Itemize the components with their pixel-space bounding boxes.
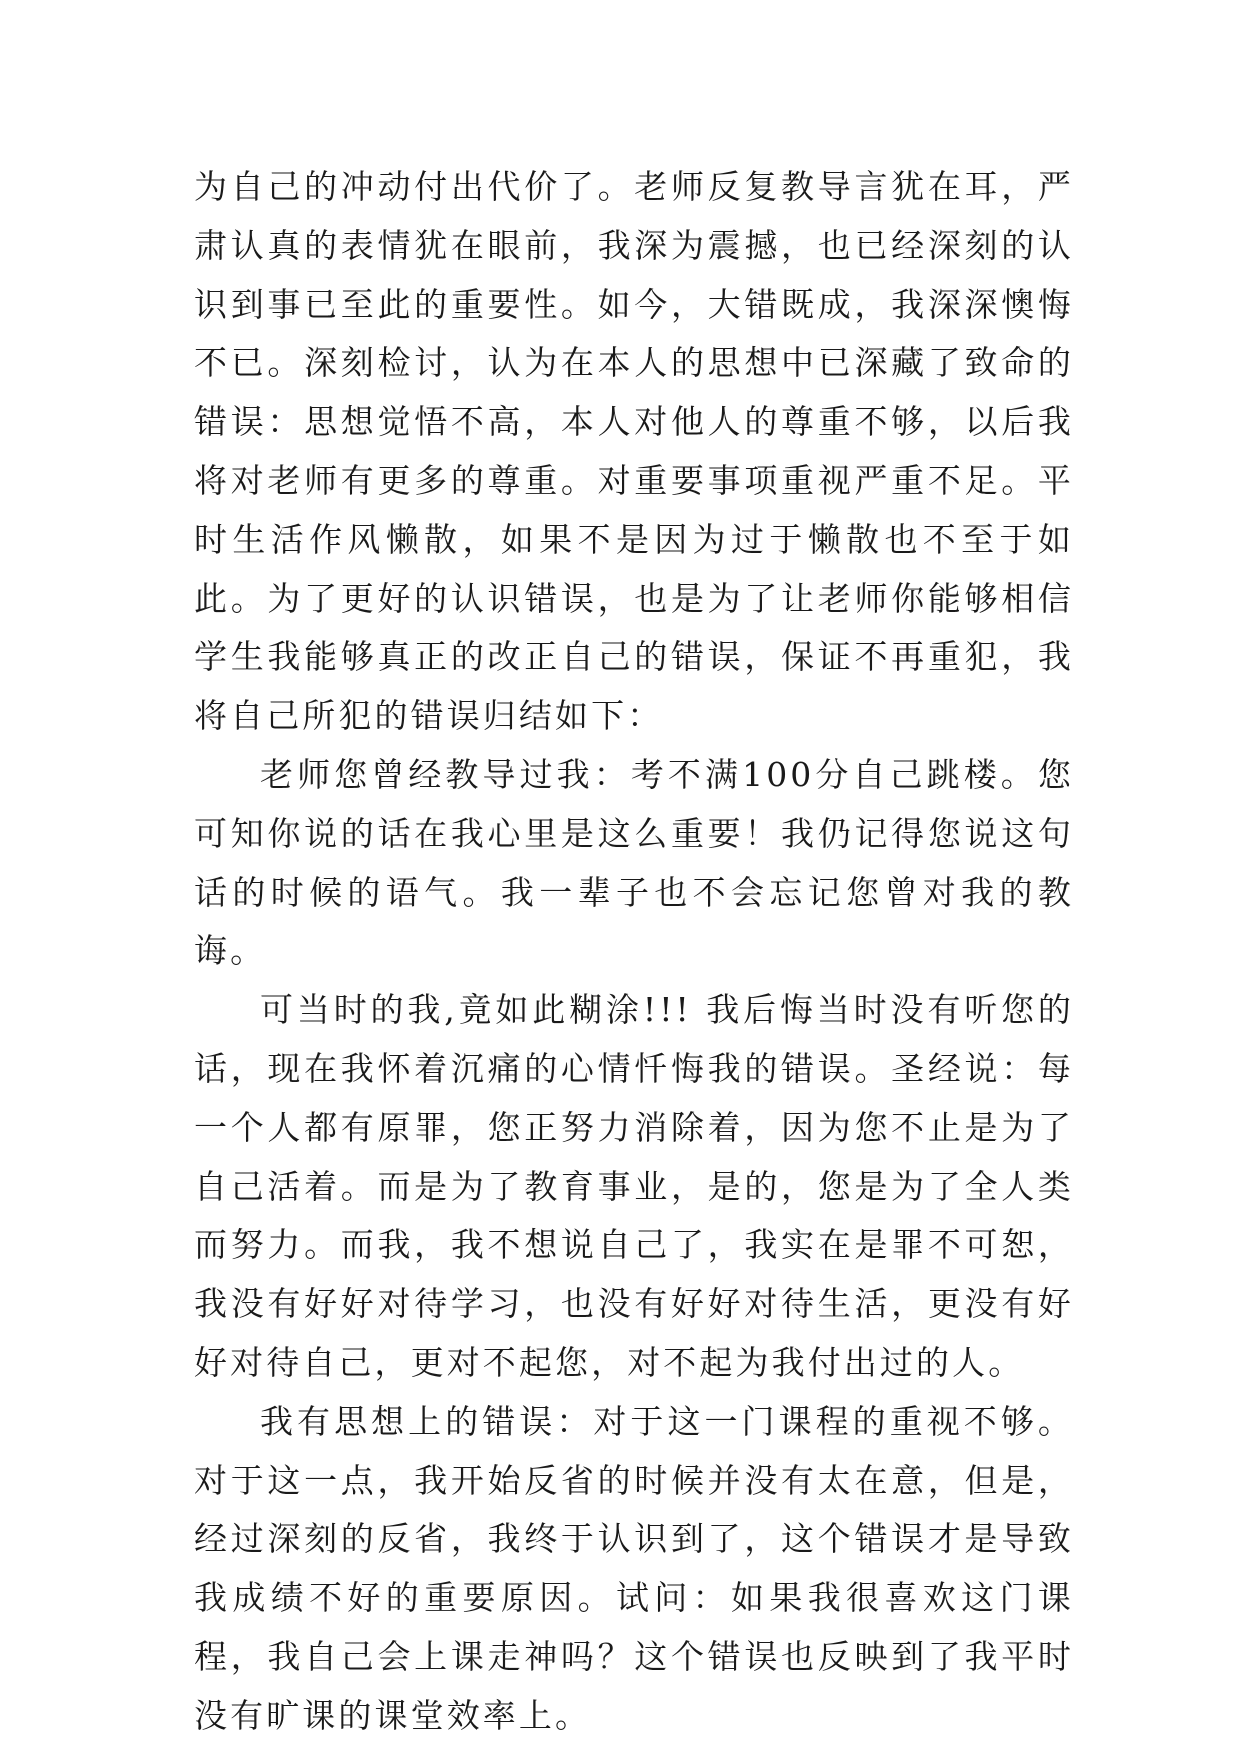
paragraph-thought-error: 我有思想上的错误：对于这一门课程的重视不够。对于这一点，我开始反省的时候并没有太在意，但是，经过深刻的反省，我终于认识到了，这个错误才是导致我成绩不好的重要原因。试问：如果我很喜欢这门课程，我自己会上课走神吗？这个错误也反映到了我平时没有旷课的课堂效率上。 [194, 1401, 1074, 1735]
paragraph-teacher-instruction: 老师您曾经教导过我：考不满100分自己跳楼。您可知你说的话在我心里是这么重要！我仍记得您说这句话的时候的语气。我一辈子也不会忘记您曾对我的教诲。 [194, 754, 1074, 971]
paragraph-continuation: 为自己的冲动付出代价了。老师反复教导言犹在耳，严肃认真的表情犹在眼前，我深为震撼，也已经深刻的认识到事已至此的重要性。如今，大错既成，我深深懊悔不已。深刻检讨，认为在本人的思想中已深藏了致命的错误：思想觉悟不高，本人对他人的尊重不够，以后我将对老师有更多的尊重。对重要事项重视严重不足。平时生活作风懒散，如果不是因为过于懒散也不至于如此。为了更好的认识错误，也是为了让老师你能够相信学生我能够真正的改正自己的错误，保证不再重犯，我将自己所犯的错误归结如下： [194, 167, 1074, 736]
paragraph-regret: 可当时的我,竟如此糊涂!!! 我后悔当时没有听您的话，现在我怀着沉痛的心情忏悔我的错误。圣经说：每一个人都有原罪，您正努力消除着，因为您不止是为了自己活着。而是为了教育事业，是的，您是为了全人类而努力。而我，我不想说自己了，我实在是罪不可恕，我没有好好对待学习，也没有好好对待生活，更没有好好对待自己，更对不起您，对不起为我付出过的人。 [194, 990, 1074, 1382]
body-text [194, 158, 1074, 1746]
